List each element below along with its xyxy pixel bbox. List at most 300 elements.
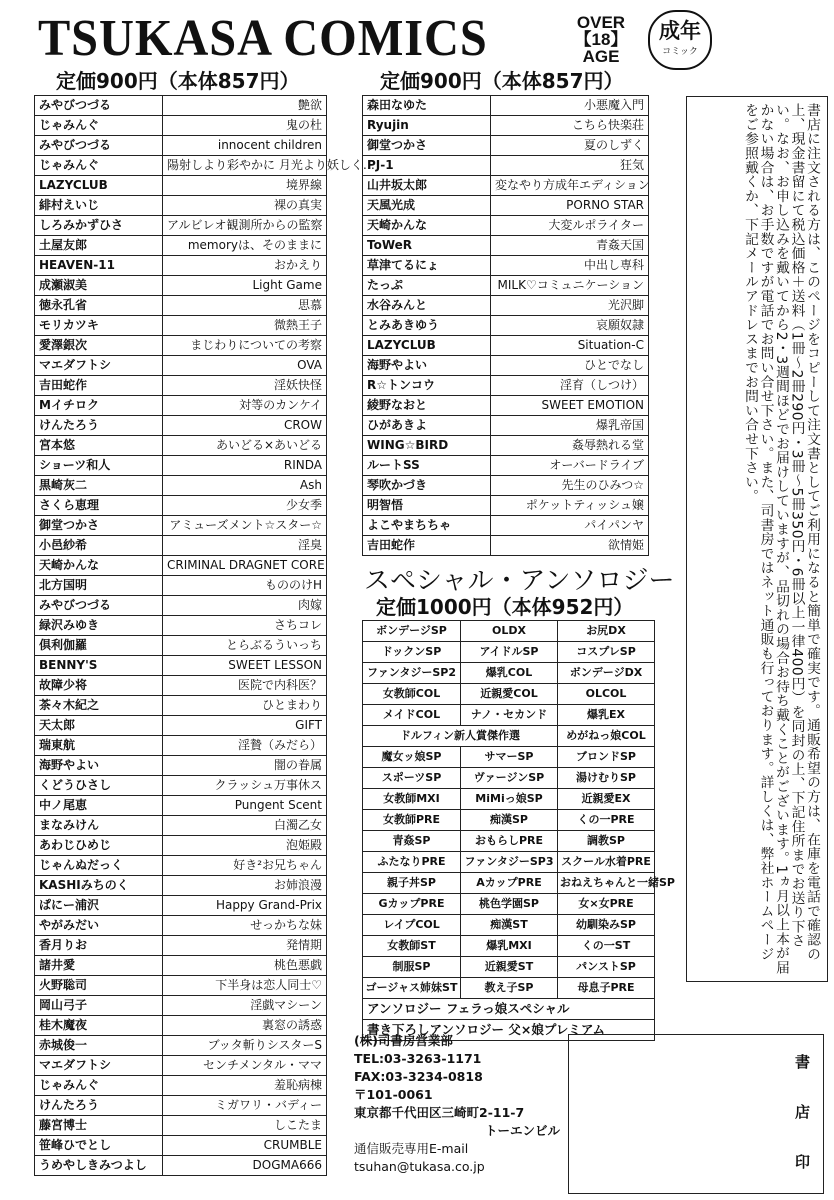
author-name: Ryujin (363, 116, 491, 136)
anthology-cell: スクール水着PRE (558, 852, 655, 873)
author-name: 桂木魔夜 (35, 1016, 163, 1036)
anthology-row (363, 894, 655, 915)
special-title: スペシャル・アンソロジー (364, 566, 675, 596)
author-name: モリカツキ (35, 316, 163, 336)
over-line3: AGE (582, 47, 620, 66)
anthology-row (363, 621, 655, 642)
anthology-row (363, 642, 655, 663)
author-name: みやびつづる (35, 136, 163, 156)
author-name: じゃみんぐ (35, 156, 163, 176)
book-title: お姉浪漫 (163, 876, 327, 896)
list-item (35, 536, 327, 556)
author-name: 茶々木紀之 (35, 696, 163, 716)
book-title: Situation-C (491, 336, 649, 356)
author-name: うめやしきみつよし (35, 1156, 163, 1176)
book-title: ミガワリ・バディー (163, 1096, 327, 1116)
over-line2: 【18】 (574, 30, 628, 49)
list-item (35, 1016, 327, 1036)
book-title: 裸の真実 (163, 196, 327, 216)
author-name: ひがあきよ (363, 416, 491, 436)
anthology-cell: ボンデージSP (363, 621, 461, 642)
list-item (35, 776, 327, 796)
book-title: SWEET EMOTION (491, 396, 649, 416)
author-name: けんたろう (35, 1096, 163, 1116)
list-item (35, 1116, 327, 1136)
book-title: ひとでなし (491, 356, 649, 376)
anthology-cell: おねえちゃんと一緒SP (558, 873, 655, 894)
anthology-cell: ナノ・セカンド (461, 705, 558, 726)
book-title: 淫贄（みだら） (163, 736, 327, 756)
author-name: たっぷ (363, 276, 491, 296)
anthology-cell: 女教師ST (363, 936, 461, 957)
anthology-cell: MiMiっ娘SP (461, 789, 558, 810)
anthology-cell: めがねっ娘COL (558, 726, 655, 747)
list-item (35, 1156, 327, 1176)
mail-label: 通信販売専用E-mail (354, 1141, 469, 1156)
author-name: 倶利伽羅 (35, 636, 163, 656)
author-name: PJ-1 (363, 156, 491, 176)
author-name: くどうひさし (35, 776, 163, 796)
list-item (363, 456, 649, 476)
list-item (363, 176, 649, 196)
list-item (35, 696, 327, 716)
anthology-cell: 調教SP (558, 831, 655, 852)
author-name: KASHIみちのく (35, 876, 163, 896)
list-item (35, 216, 327, 236)
list-item (35, 676, 327, 696)
book-title: 裏窓の誘惑 (163, 1016, 327, 1036)
list-item (35, 596, 327, 616)
list-item (363, 256, 649, 276)
tel-number: TEL:03-3263-1171 (354, 1051, 482, 1066)
book-title: ひとまわり (163, 696, 327, 716)
list-item (363, 136, 649, 156)
book-title: 下半身は恋人同士♡ (163, 976, 327, 996)
list-item (363, 156, 649, 176)
address: 東京都千代田区三崎町2-11-7 (354, 1105, 525, 1120)
anthology-cell: OLDX (461, 621, 558, 642)
anthology-cell: 女教師MXI (363, 789, 461, 810)
author-name: まなみけん (35, 816, 163, 836)
book-title: もののけH (163, 576, 327, 596)
author-name: 綾野なおと (363, 396, 491, 416)
author-name: 火野聡司 (35, 976, 163, 996)
anthology-row (363, 810, 655, 831)
list-item (35, 916, 327, 936)
author-name: 緋村えいじ (35, 196, 163, 216)
list-item (35, 356, 327, 376)
book-title: 姦辱熱れる堂 (491, 436, 649, 456)
book-title: 小悪魔入門 (491, 96, 649, 116)
author-name: 岡山弓子 (35, 996, 163, 1016)
anthology-cell: ドルフィン新人賞傑作選 (363, 726, 558, 747)
stamp-char-2: 店 (795, 1103, 811, 1121)
book-title: GIFT (163, 716, 327, 736)
author-name: 小邑紗希 (35, 536, 163, 556)
author-name: 赤城俊一 (35, 1036, 163, 1056)
author-name: やがみだい (35, 916, 163, 936)
book-title: アルビレオ観測所からの監察 (163, 216, 327, 236)
author-name: ショーツ和人 (35, 456, 163, 476)
book-title: SWEET LESSON (163, 656, 327, 676)
anthology-cell: 湯けむりSP (558, 768, 655, 789)
anthology-cell: ブロンドSP (558, 747, 655, 768)
author-name: マエダフトシ (35, 1056, 163, 1076)
anthology-cell: 女教師PRE (363, 810, 461, 831)
anthology-cell: AカップPRE (461, 873, 558, 894)
book-title: センチメンタル・ママ (163, 1056, 327, 1076)
book-title: 闇の眷属 (163, 756, 327, 776)
list-item (35, 276, 327, 296)
rating-sub: コミック (662, 47, 698, 57)
anthology-row (363, 852, 655, 873)
author-name: 天崎かんな (363, 216, 491, 236)
book-title: 少女季 (163, 496, 327, 516)
list-item (35, 416, 327, 436)
book-title: MILK♡コミュニケーション (491, 276, 649, 296)
list-item (363, 236, 649, 256)
book-title: Pungent Scent (163, 796, 327, 816)
book-title: 変なやり方成年エディション (491, 176, 649, 196)
anthology-row (363, 873, 655, 894)
author-name: 草津てるにょ (363, 256, 491, 276)
book-title: 哀願奴隷 (491, 316, 649, 336)
book-title: 陽射しより彩やかに 月光より妖しく… (163, 156, 327, 176)
anthology-row (363, 684, 655, 705)
author-name: WING☆BIRD (363, 436, 491, 456)
author-name: 天風光成 (363, 196, 491, 216)
over-line1: OVER (576, 13, 626, 32)
anthology-cell: 近親愛EX (558, 789, 655, 810)
anthology-cell: 青姦SP (363, 831, 461, 852)
list-item (363, 536, 649, 556)
anthology-wide-cell: アンソロジー フェラっ娘スペシャル (363, 999, 655, 1020)
list-item (35, 796, 327, 816)
order-notice-text: 書店に注文される方は、このページをコピーして注文書としてご利用になると簡単で確実です。通販希望の方は、在庫を電話で確認の上、現金書留にて税込価格＋送料（1冊～2冊290円・3冊～5冊350円・6冊以上一律400円）を同封の上、下記住所までお送り下さい。なお、お申し込みを戴いてから2・3週間ほどでお届けしていますが、品切れの場合お待ち戴くことがございます。1ヵ月以上本が届かない場合は、お手数ですが電話でお問い合せ下さい。また、司書房ではネット通販も行っております。詳しくは、弊社ホームページをご参照戴くか、下記メールアドレスまでお問い合せ下さい。 (742, 103, 820, 975)
anthology-cell: 痴漢SP (461, 810, 558, 831)
anthology-cell: ボンデージDX (558, 663, 655, 684)
list-item (35, 1076, 327, 1096)
list-item (363, 196, 649, 216)
author-name: 海野やよい (35, 756, 163, 776)
anthology-row (363, 915, 655, 936)
list-item (363, 296, 649, 316)
book-title: Light Game (163, 276, 327, 296)
book-title: 狂気 (491, 156, 649, 176)
list-item (363, 316, 649, 336)
book-title: 光沢脚 (491, 296, 649, 316)
anthology-row (363, 936, 655, 957)
book-title: OVA (163, 356, 327, 376)
author-name: 海野やよい (363, 356, 491, 376)
list-item (35, 96, 327, 116)
book-title: Happy Grand-Prix (163, 896, 327, 916)
anthology-cell: パンストSP (558, 957, 655, 978)
anthology-row (363, 999, 655, 1020)
author-name: 愛澤銀次 (35, 336, 163, 356)
anthology-cell: メイドCOL (363, 705, 461, 726)
book-title: 青姦天国 (491, 236, 649, 256)
special-grid (362, 620, 675, 1041)
anthology-cell: 女×女PRE (558, 894, 655, 915)
anthology-row (363, 747, 655, 768)
anthology-cell: 近親愛ST (461, 957, 558, 978)
anthology-cell: OLCOL (558, 684, 655, 705)
list-item (35, 736, 327, 756)
list-item (35, 116, 327, 136)
book-title: 思慕 (163, 296, 327, 316)
list-item (35, 656, 327, 676)
list-item (363, 356, 649, 376)
book-title: 好き²お兄ちゃん (163, 856, 327, 876)
book-title: 発情期 (163, 936, 327, 956)
book-title: しこたま (163, 1116, 327, 1136)
building: トーエンビル (484, 1123, 560, 1138)
list-item (35, 1136, 327, 1156)
author-name: しろみかずひさ (35, 216, 163, 236)
author-name: 宮本悠 (35, 436, 163, 456)
author-name: 北方国明 (35, 576, 163, 596)
anthology-row (363, 978, 655, 999)
book-title: CRIMINAL DRAGNET CORE (163, 556, 327, 576)
author-name: LAZYCLUB (35, 176, 163, 196)
author-name: あわじひめじ (35, 836, 163, 856)
author-name: 緑沢みゆき (35, 616, 163, 636)
book-title: 淫育（しつけ） (491, 376, 649, 396)
author-name: 天太郎 (35, 716, 163, 736)
zip-code: 〒101-0061 (354, 1087, 433, 1102)
author-name: 諸井愛 (35, 956, 163, 976)
book-title: 対等のカンケイ (163, 396, 327, 416)
author-name: 水谷みんと (363, 296, 491, 316)
book-title: 微熱王子 (163, 316, 327, 336)
book-title: 医院で内科医？ (163, 676, 327, 696)
anthology-cell: ヴァージンSP (461, 768, 558, 789)
list-item (35, 336, 327, 356)
book-title: あいどる×あいどる (163, 436, 327, 456)
anthology-cell: 近親愛COL (461, 684, 558, 705)
mid-title-list (362, 95, 649, 556)
anthology-cell: 制服SP (363, 957, 461, 978)
anthology-cell: くの一ST (558, 936, 655, 957)
list-item (35, 476, 327, 496)
author-name: みやびつづる (35, 596, 163, 616)
book-title: 夏のしずく (491, 136, 649, 156)
list-item (35, 556, 327, 576)
anthology-row (363, 789, 655, 810)
list-item (35, 176, 327, 196)
book-title: innocent children (163, 136, 327, 156)
anthology-cell: ふたなりPRE (363, 852, 461, 873)
list-item (363, 476, 649, 496)
list-item (363, 376, 649, 396)
author-name: さくら恵理 (35, 496, 163, 516)
author-name: Mイチロク (35, 396, 163, 416)
list-item (363, 516, 649, 536)
anthology-cell: 爆乳EX (558, 705, 655, 726)
anthology-row (363, 663, 655, 684)
anthology-wide-cell: 書き下ろしアンソロジー 父×娘プレミアム (363, 1020, 655, 1041)
list-item (35, 496, 327, 516)
anthology-row (363, 831, 655, 852)
anthology-cell: GカップPRE (363, 894, 461, 915)
list-item (35, 976, 327, 996)
list-item (35, 316, 327, 336)
special-price: 定価1000円（本体952円） (376, 595, 634, 619)
fax-number: FAX:03-3234-0818 (354, 1069, 483, 1084)
book-title: ポケットティッシュ嬢 (491, 496, 649, 516)
book-title: 艶欲 (163, 96, 327, 116)
list-item (363, 116, 649, 136)
book-title: 欲情姫 (491, 536, 649, 556)
book-title: こちら快楽荘 (491, 116, 649, 136)
list-item (363, 496, 649, 516)
rating-badge (648, 10, 712, 70)
anthology-cell: コスプレSP (558, 642, 655, 663)
book-title: CROW (163, 416, 327, 436)
list-item (35, 1096, 327, 1116)
anthology-cell: 魔女ッ娘SP (363, 747, 461, 768)
anthology-cell: 教え子SP (461, 978, 558, 999)
contact-block (354, 1032, 560, 1176)
author-name: マエダフトシ (35, 356, 163, 376)
author-name: HEAVEN-11 (35, 256, 163, 276)
book-title: DOGMA666 (163, 1156, 327, 1176)
anthology-cell: 女教師COL (363, 684, 461, 705)
list-item (35, 376, 327, 396)
list-item (35, 716, 327, 736)
book-title: Ash (163, 476, 327, 496)
stamp-char-3: 印 (795, 1153, 811, 1171)
book-title: アミューズメント☆スター☆ (163, 516, 327, 536)
anthology-row (363, 726, 655, 747)
list-item (363, 276, 649, 296)
list-item (35, 616, 327, 636)
book-title: おかえり (163, 256, 327, 276)
list-item (35, 456, 327, 476)
anthology-cell: ドックンSP (363, 642, 461, 663)
order-notice-box (686, 96, 828, 982)
author-name: 香月りお (35, 936, 163, 956)
list-item (35, 1036, 327, 1056)
list-item (35, 856, 327, 876)
author-name: 明智悟 (363, 496, 491, 516)
anthology-row (363, 957, 655, 978)
list-item (363, 336, 649, 356)
author-name: ぱにー浦沢 (35, 896, 163, 916)
author-name: じゃみんぐ (35, 116, 163, 136)
author-name: R☆トンコウ (363, 376, 491, 396)
anthology-row (363, 768, 655, 789)
author-name: 瑞東航 (35, 736, 163, 756)
anthology-cell: 爆乳MXI (461, 936, 558, 957)
author-name: よこやまちちゃ (363, 516, 491, 536)
author-name: BENNY'S (35, 656, 163, 676)
list-item (35, 236, 327, 256)
book-title: CRUMBLE (163, 1136, 327, 1156)
list-item (35, 1056, 327, 1076)
list-item (363, 416, 649, 436)
list-item (35, 896, 327, 916)
anthology-cell: お尻DX (558, 621, 655, 642)
author-name: じゃんぬだっく (35, 856, 163, 876)
book-title: まじわりについての考察 (163, 336, 327, 356)
list-item (35, 436, 327, 456)
book-title: せっかちな妹 (163, 916, 327, 936)
author-name: とみあきゆう (363, 316, 491, 336)
author-name: 御堂つかさ (35, 516, 163, 536)
author-name: 故障少将 (35, 676, 163, 696)
list-item (35, 876, 327, 896)
book-title: RINDA (163, 456, 327, 476)
list-item (35, 756, 327, 776)
author-name: 山井坂太郎 (363, 176, 491, 196)
list-item (35, 936, 327, 956)
list-item (35, 156, 327, 176)
list-item (363, 436, 649, 456)
list-item (35, 996, 327, 1016)
author-name: 成瀬淑美 (35, 276, 163, 296)
left-title-list (34, 95, 375, 1176)
book-title: クラッシュ万事休ス (163, 776, 327, 796)
rating-text: 成年 (659, 19, 701, 43)
author-name: 中ノ尾恵 (35, 796, 163, 816)
brand-title: TSUKASA COMICS (38, 10, 488, 67)
book-title: 白濁乙女 (163, 816, 327, 836)
book-title: 桃色悪戯 (163, 956, 327, 976)
anthology-cell: サマーSP (461, 747, 558, 768)
anthology-cell: くの一PRE (558, 810, 655, 831)
book-title: PORNO STAR (491, 196, 649, 216)
list-item (35, 196, 327, 216)
author-name: みやびつづる (35, 96, 163, 116)
book-title: 泡姫殿 (163, 836, 327, 856)
book-title: memoryは、そのままに (163, 236, 327, 256)
author-name: 土屋友郎 (35, 236, 163, 256)
author-name: 吉田蛇作 (35, 376, 163, 396)
anthology-cell: 母息子PRE (558, 978, 655, 999)
author-name: 琴吹かづき (363, 476, 491, 496)
company-name: (株)司書房営業部 (354, 1033, 453, 1048)
book-title: 先生のひみつ☆ (491, 476, 649, 496)
list-item (35, 296, 327, 316)
anthology-row (363, 705, 655, 726)
author-name: 黒崎灰二 (35, 476, 163, 496)
list-item (35, 836, 327, 856)
book-title: 肉嫁 (163, 596, 327, 616)
anthology-cell: アイドルSP (461, 642, 558, 663)
book-title: 鬼の杜 (163, 116, 327, 136)
book-title: 淫戯マシーン (163, 996, 327, 1016)
book-title: 羞恥病棟 (163, 1076, 327, 1096)
author-name: ルートSS (363, 456, 491, 476)
anthology-cell: おもらしPRE (461, 831, 558, 852)
price-mid: 定価900円（本体857円） (380, 69, 624, 93)
anthology-cell: ゴージャス姉妹ST (363, 978, 461, 999)
anthology-cell: 親子丼SP (363, 873, 461, 894)
author-name: 吉田蛇作 (363, 536, 491, 556)
list-item (363, 396, 649, 416)
book-title: パイパンヤ (491, 516, 649, 536)
book-title: 淫臭 (163, 536, 327, 556)
book-title: 中出し専科 (491, 256, 649, 276)
store-stamp-box (568, 1034, 824, 1194)
book-title: 淫妖快怪 (163, 376, 327, 396)
anthology-cell: 爆乳COL (461, 663, 558, 684)
anthology-cell: ファンタジーSP2 (363, 663, 461, 684)
stamp-char-1: 書 (795, 1053, 811, 1071)
author-name: 御堂つかさ (363, 136, 491, 156)
